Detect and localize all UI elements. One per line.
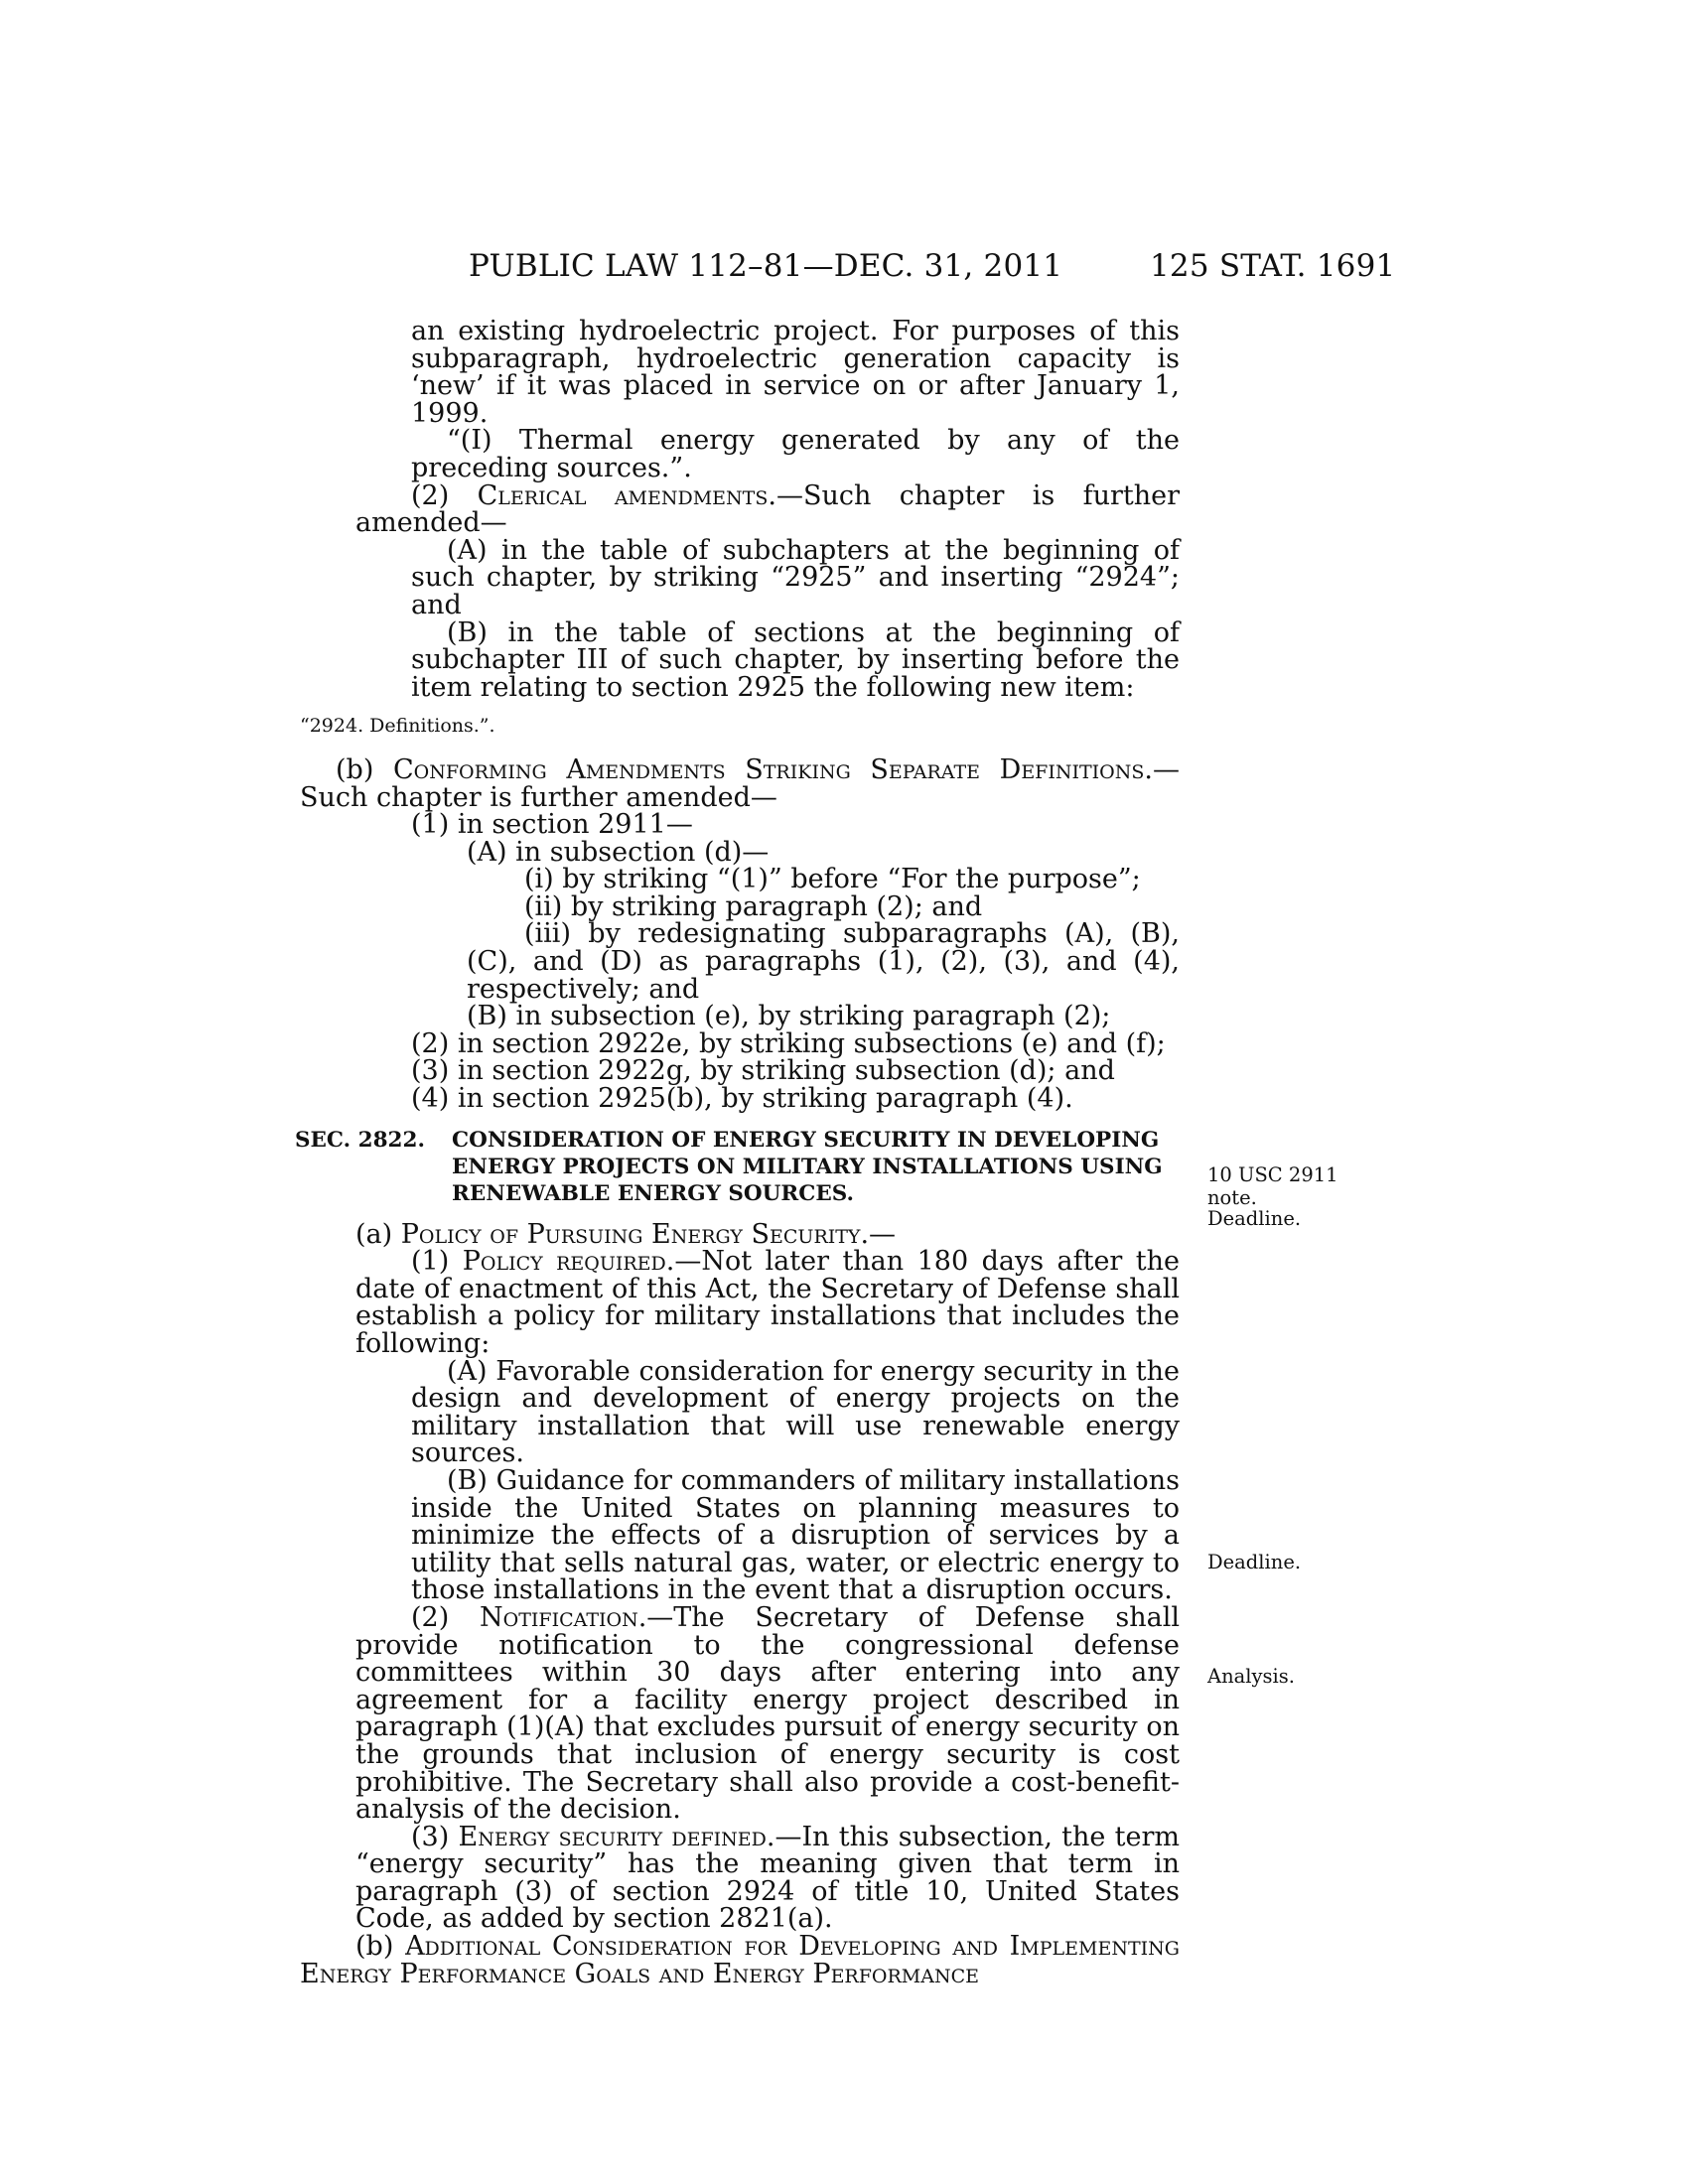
section-heading bbox=[295, 1127, 1180, 1207]
paragraph: (iii) by redesignating subparagraphs (A), (B), (C), and (D) as paragraphs (1), (2), (3), and (4), respectively; and bbox=[467, 918, 1180, 1005]
paragraph-heading: Policy required bbox=[462, 1246, 666, 1278]
paragraph: (2) in section 2922e, by striking subsections (e) and (f); bbox=[411, 1027, 1166, 1059]
paragraph-number: (2) bbox=[411, 479, 450, 511]
running-header-title: PUBLIC LAW 112–81—DEC. 31, 2011 bbox=[469, 248, 1063, 284]
section-title: CONSIDERATION OF ENERGY SECURITY IN DEVELOPING ENERGY PROJECTS ON MILITARY INSTALLATIONS USING RENEWABLE ENERGY SOURCES. bbox=[452, 1127, 1163, 1206]
margin-note: Deadline. bbox=[1207, 1207, 1302, 1230]
paragraph bbox=[300, 1601, 1181, 1826]
paragraph bbox=[300, 1218, 1180, 1250]
paragraph-text: .— bbox=[860, 1218, 897, 1250]
paragraph-text: .—The Secretary of Defense shall provide notification to the congressional defense committees within 30 days after entering into any agreement for a facility energy project described in paragraph (1)(A) that excludes pursuit of energy security on the grounds that inclusion of energy security is cost prohibitive. The Secretary shall also provide a cost-benefit-analysis of the decision. bbox=[355, 1601, 1181, 1826]
paragraph-number: (2) bbox=[411, 1601, 450, 1633]
paragraph-heading: Policy of Pursuing Energy Security bbox=[400, 1218, 861, 1250]
paragraph: (i) by striking “(1)” before “For the purpose”; bbox=[524, 864, 1141, 895]
paragraph-text: .—In this subsection, the term “energy security” has the meaning given that term in paragraph (3) of section 2924 of title 10, United States Code, as added by section 2821(a). bbox=[355, 1821, 1180, 1935]
paragraph-number: (b) bbox=[336, 753, 374, 785]
paragraph bbox=[300, 1248, 1180, 1357]
page-stat-number: 125 STAT. 1691 bbox=[1150, 248, 1396, 284]
paragraph: (A) in subsection (d)— bbox=[467, 836, 770, 868]
paragraph-heading: Clerical amendments bbox=[477, 479, 769, 511]
paragraph: (A) in the table of subchapters at the beginning of such chapter, by striking “2925” and inserting “2924”; and bbox=[411, 534, 1180, 620]
paragraph: (ii) by striking paragraph (2); and bbox=[524, 890, 983, 922]
paragraph: an existing hydroelectric project. For purposes of this subparagraph, hydroelectric generation capacity is ‘new’ if it was placed in service on or after January 1, 1999. bbox=[411, 316, 1180, 429]
paragraph-heading: Conforming Amendments Striking Separate Definitions bbox=[393, 753, 1145, 785]
paragraph: (4) in section 2925(b), by striking paragraph (4). bbox=[411, 1083, 1073, 1115]
paragraph-text: .—Such chapter is further amended— bbox=[300, 753, 1180, 813]
paragraph: (3) in section 2922g, by striking subsection (d); and bbox=[411, 1055, 1115, 1087]
paragraph: (1) in section 2911— bbox=[411, 809, 693, 841]
paragraph-number: (1) bbox=[411, 1246, 450, 1278]
paragraph bbox=[300, 479, 1180, 539]
paragraph: (B) in subsection (e), by striking paragraph (2); bbox=[467, 1001, 1111, 1032]
paragraph: (A) Favorable consideration for energy security in the design and development of energy projects on the military installation that will use renewable energy sources. bbox=[411, 1355, 1180, 1469]
paragraph bbox=[300, 753, 1180, 813]
paragraph: “(I) Thermal energy generated by any of the preceding sources.”. bbox=[411, 425, 1180, 483]
margin-note: note. bbox=[1207, 1186, 1257, 1209]
section-number: SEC. 2822. bbox=[295, 1127, 425, 1153]
paragraph-heading: Energy security defined bbox=[458, 1821, 767, 1852]
margin-note: 10 USC 2911 bbox=[1207, 1163, 1338, 1186]
paragraph-number: (a) bbox=[355, 1218, 393, 1250]
paragraph-heading: Additional Consideration for Developing and Implementing Energy Performance Goals and Energy Performance bbox=[300, 1931, 1180, 1989]
margin-note: Analysis. bbox=[1207, 1665, 1295, 1688]
paragraph: (B) in the table of sections at the beginning of subchapter III of such chapter, by inserting before the item relating to section 2925 the following new item: bbox=[411, 616, 1180, 703]
document-body bbox=[295, 316, 1181, 1989]
paragraph-number: (b) bbox=[355, 1931, 394, 1963]
inserted-table-item: “2924. Definitions.”. bbox=[300, 715, 495, 738]
paragraph bbox=[300, 1821, 1180, 1935]
paragraph-number: (3) bbox=[411, 1821, 450, 1852]
paragraph bbox=[300, 1933, 1180, 1987]
margin-note: Deadline. bbox=[1207, 1551, 1302, 1573]
paragraph-heading: Notification bbox=[480, 1601, 638, 1633]
paragraph-text: .—Not later than 180 days after the date of enactment of this Act, the Secretary of Defense shall establish a policy for military installations that includes the following: bbox=[355, 1246, 1180, 1359]
paragraph: (B) Guidance for commanders of military installations inside the United States on planning measures to minimize the effects of a disruption of services by a utility that sells natural gas, water, or electric energy to those installations in the event that a disruption occurs. bbox=[411, 1464, 1180, 1606]
paragraph-text: .—Such chapter is further amended— bbox=[355, 479, 1180, 539]
